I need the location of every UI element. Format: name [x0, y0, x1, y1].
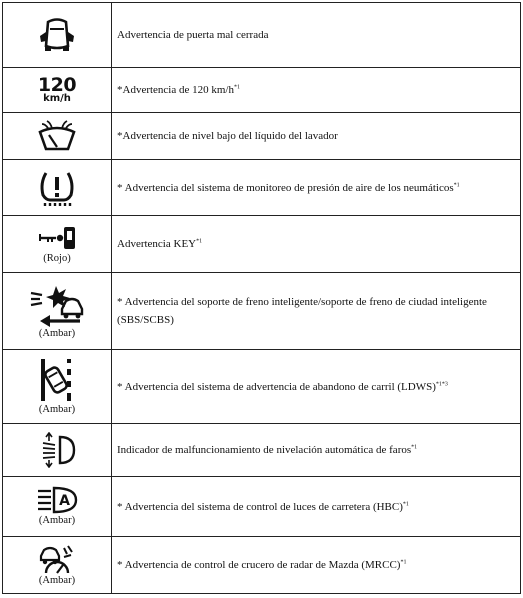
- key-icon: [36, 224, 78, 252]
- tire-pressure-icon: [36, 169, 78, 207]
- description-cell: [112, 160, 521, 216]
- svg-text:A: A: [59, 493, 70, 509]
- note-marker: *: [117, 181, 125, 194]
- table-row: [3, 160, 521, 216]
- lane-departure-icon: [37, 357, 77, 403]
- washer-fluid-icon: [35, 120, 79, 152]
- icon-cell: [3, 537, 112, 594]
- icon-cell: [3, 113, 112, 160]
- table-row: [3, 477, 521, 537]
- table-row: [3, 113, 521, 160]
- description-cell: [112, 68, 521, 113]
- color-caption: (Ambar): [38, 327, 76, 339]
- note-marker: *: [117, 559, 125, 571]
- color-caption: (Ambar): [38, 404, 76, 415]
- footnote-marker: *1: [400, 559, 407, 566]
- warning-description: Advertencia KEY: [117, 238, 197, 250]
- warning-description: Advertencia del sistema de advertencia de abandono de carril (LDWS): [124, 380, 436, 393]
- description-cell: [112, 216, 521, 273]
- warning-description: Advertencia de nivel bajo del líquido del lavador: [122, 130, 338, 142]
- note-marker: *: [117, 84, 123, 96]
- description-cell: [112, 424, 521, 477]
- table-row: [3, 424, 521, 477]
- description-cell: [112, 350, 521, 424]
- icon-cell: [3, 160, 112, 216]
- description-cell: [112, 537, 521, 594]
- table-row: [3, 273, 521, 350]
- footnote-marker: *1: [196, 238, 203, 245]
- footnote-marker: *1: [234, 84, 240, 91]
- footnote-marker: *1*3: [435, 380, 448, 387]
- warning-description: Advertencia de control de crucero de radar de Mazda (MRCC): [124, 559, 401, 571]
- table-row: [3, 68, 521, 113]
- footnote-marker: *1: [411, 444, 418, 451]
- footnote-marker: *1: [453, 181, 460, 188]
- warning-description: Advertencia de 120 km/h: [122, 84, 234, 96]
- speed-number: 120: [37, 74, 77, 96]
- warning-table: [2, 2, 521, 594]
- icon-cell: [3, 424, 112, 477]
- speed-120-icon: [3, 76, 111, 104]
- speed-unit: km/h: [43, 93, 71, 104]
- description-cell: [112, 3, 521, 68]
- table-row: [3, 216, 521, 273]
- door-ajar-icon: [37, 15, 77, 55]
- note-marker: *: [117, 130, 123, 142]
- color-caption: (Ambar): [38, 515, 76, 526]
- note-marker: *: [117, 296, 125, 308]
- note-marker: *: [117, 500, 125, 513]
- headlight-leveling-icon: [37, 432, 77, 468]
- warning-description: Advertencia del sistema de monitoreo de presión de aire de los neumáticos: [124, 181, 454, 194]
- warning-description: Indicador de malfuncionamiento de nivelación automática de faros: [117, 444, 412, 456]
- smart-brake-icon: [28, 283, 86, 327]
- color-caption: (Ambar): [38, 574, 76, 586]
- icon-cell: [3, 216, 112, 273]
- icon-cell: [3, 350, 112, 424]
- warning-description: Advertencia de puerta mal cerrada: [117, 29, 269, 41]
- warning-description: Advertencia del soporte de freno inteligente/soporte de freno de ciudad inteligente (SBS/SCBS): [117, 296, 487, 326]
- icon-cell: [3, 3, 112, 68]
- warning-description: Advertencia del sistema de control de luces de carretera (HBC): [124, 500, 403, 513]
- note-marker: *: [117, 380, 125, 393]
- radar-cruise-icon: [38, 544, 76, 574]
- table-row: [3, 537, 521, 594]
- high-beam-control-icon: [35, 486, 79, 514]
- description-cell: [112, 273, 521, 350]
- footnote-marker: *1: [402, 500, 409, 507]
- icon-cell: [3, 477, 112, 537]
- color-caption: (Rojo): [43, 252, 71, 264]
- description-cell: [112, 113, 521, 160]
- table-row: [3, 3, 521, 68]
- icon-cell: [3, 68, 112, 113]
- description-cell: [112, 477, 521, 537]
- icon-cell: [3, 273, 112, 350]
- table-row: [3, 350, 521, 424]
